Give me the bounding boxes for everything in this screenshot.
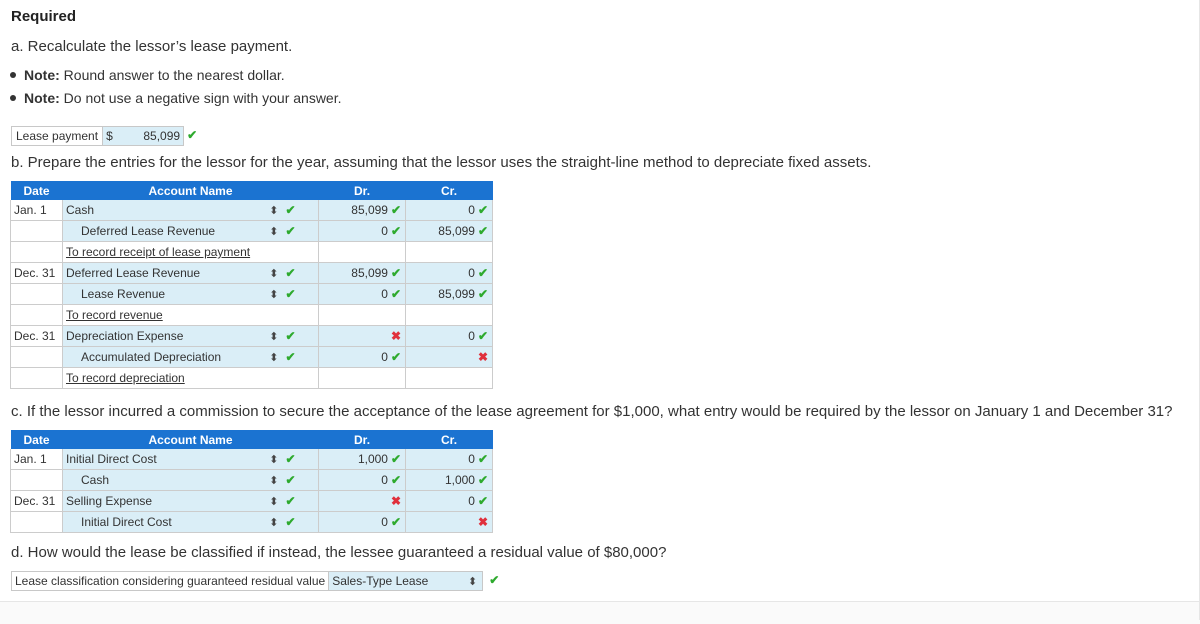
select-arrows-icon[interactable]: ⬍ [269, 226, 279, 238]
lease-classification-select[interactable] [329, 571, 483, 591]
check-icon: ✔ [285, 494, 296, 508]
dr-input[interactable] [319, 491, 406, 512]
note-text: Round answer to the nearest dollar. [59, 67, 285, 83]
cr-value: 0 [468, 452, 475, 466]
date-cell: Jan. 1 [11, 449, 63, 470]
check-icon: ✔ [285, 224, 296, 238]
check-icon: ✔ [477, 452, 489, 466]
account-select[interactable]: Deferred Lease Revenue [63, 221, 263, 242]
dr-input[interactable] [319, 200, 406, 221]
check-icon: ✔ [285, 452, 296, 466]
dr-input[interactable] [319, 347, 406, 368]
part-a-question: a. Recalculate the lessor’s lease payment. [11, 38, 293, 55]
journal-row [11, 449, 493, 470]
bullet-icon [10, 72, 16, 78]
account-select[interactable]: Initial Direct Cost [63, 449, 263, 470]
check-icon: ✔ [477, 473, 489, 487]
date-cell [11, 284, 63, 305]
footer-area [0, 601, 1200, 624]
account-dropdown[interactable] [263, 449, 279, 470]
check-icon: ✔ [390, 515, 402, 529]
select-arrows-icon[interactable]: ⬍ [269, 454, 279, 466]
date-cell: Dec. 31 [11, 263, 63, 284]
lease-classification-label: Lease classification considering guaranteed residual value [11, 571, 329, 591]
check-icon: ✔ [390, 452, 402, 466]
dr-input[interactable] [319, 263, 406, 284]
account-select[interactable]: Cash [63, 470, 263, 491]
note-label: Note: [24, 90, 60, 106]
check-icon: ✔ [390, 287, 402, 301]
dr-value: 0 [381, 473, 388, 487]
lease-classification-value: Sales-Type Lease [332, 574, 429, 588]
header-cr: Cr. [406, 181, 493, 200]
account-status [279, 284, 319, 305]
check-icon: ✔ [477, 494, 489, 508]
journal-table-b [10, 181, 493, 389]
check-icon: ✔ [390, 203, 402, 217]
date-cell [11, 242, 63, 263]
check-icon: ✔ [285, 203, 296, 217]
note-label: Note: [24, 67, 60, 83]
date-cell: Dec. 31 [11, 326, 63, 347]
check-icon: ✔ [390, 473, 402, 487]
lease-payment-label: Lease payment [11, 126, 103, 146]
cr-value: 1,000 [444, 473, 475, 487]
lease-classification-field [11, 571, 499, 591]
dr-input[interactable] [319, 449, 406, 470]
header-account: Account Name [63, 430, 319, 449]
cr-value: 85,099 [438, 224, 475, 238]
date-cell [11, 221, 63, 242]
account-status [279, 470, 319, 491]
header-date: Date [11, 430, 63, 449]
dr-cell [319, 242, 406, 263]
account-status [279, 347, 319, 368]
dr-value: 1,000 [357, 452, 388, 466]
cr-value: 85,099 [438, 287, 475, 301]
cr-value: 0 [468, 266, 475, 280]
note-2 [10, 90, 342, 106]
account-dropdown[interactable] [263, 512, 279, 533]
journal-row [11, 491, 493, 512]
select-arrows-icon[interactable]: ⬍ [269, 496, 279, 508]
memo-cell[interactable] [63, 242, 319, 263]
check-icon: ✔ [477, 329, 489, 343]
cr-input[interactable] [406, 449, 493, 470]
memo-row [11, 242, 493, 263]
journal-row [11, 221, 493, 242]
header-dr: Dr. [319, 430, 406, 449]
check-icon: ✔ [477, 266, 489, 280]
account-dropdown[interactable] [263, 491, 279, 512]
journal-row [11, 263, 493, 284]
dr-value: 0 [381, 350, 388, 364]
part-c-question: c. If the lessor incurred a commission to secure the acceptance of the lease agreement for $1,000, what entry would be required by the lessor on January 1 and December 31? [11, 403, 1173, 420]
account-select[interactable]: Cash [63, 200, 263, 221]
memo-text: To record receipt of lease payment [66, 245, 251, 259]
dr-input[interactable] [319, 284, 406, 305]
account-select[interactable]: Initial Direct Cost [63, 512, 263, 533]
required-heading: Required [11, 8, 77, 25]
account-status [279, 491, 319, 512]
date-cell [11, 470, 63, 491]
account-status [279, 200, 319, 221]
journal-row [11, 200, 493, 221]
journal-row [11, 512, 493, 533]
check-icon: ✔ [285, 266, 296, 280]
cr-input[interactable] [406, 491, 493, 512]
cr-cell [406, 305, 493, 326]
account-select[interactable]: Depreciation Expense [63, 326, 263, 347]
cr-cell [406, 242, 493, 263]
account-status [279, 263, 319, 284]
memo-cell[interactable] [63, 368, 319, 389]
cr-input[interactable] [406, 221, 493, 242]
dr-value: 0 [381, 224, 388, 238]
account-select[interactable]: Deferred Lease Revenue [63, 263, 263, 284]
check-icon: ✔ [390, 224, 402, 238]
check-icon: ✔ [477, 287, 489, 301]
dr-value: 0 [381, 515, 388, 529]
cr-input[interactable] [406, 200, 493, 221]
dr-cell [319, 368, 406, 389]
currency-symbol: $ [106, 129, 113, 143]
dr-value: 85,099 [351, 266, 388, 280]
dr-value: 85,099 [351, 203, 388, 217]
cr-cell [406, 368, 493, 389]
x-icon: ✖ [477, 515, 489, 529]
date-cell [11, 368, 63, 389]
header-dr: Dr. [319, 181, 406, 200]
cr-input[interactable] [406, 512, 493, 533]
cr-value: 0 [468, 329, 475, 343]
x-icon: ✖ [390, 494, 402, 508]
select-arrows-icon[interactable]: ⬍ [269, 517, 279, 529]
account-dropdown[interactable] [263, 200, 279, 221]
cr-input[interactable] [406, 326, 493, 347]
check-icon: ✔ [477, 203, 489, 217]
date-cell: Jan. 1 [11, 200, 63, 221]
memo-row [11, 305, 493, 326]
dr-input[interactable] [319, 221, 406, 242]
dr-cell [319, 305, 406, 326]
select-arrows-icon[interactable]: ⬍ [269, 475, 279, 487]
dr-input[interactable] [319, 470, 406, 491]
select-arrows-icon[interactable]: ⬍ [269, 352, 279, 364]
header-cr: Cr. [406, 430, 493, 449]
part-b-question: b. Prepare the entries for the lessor for the year, assuming that the lessor uses the straight-line method to depreciate fixed assets. [11, 154, 872, 171]
journal-row [11, 347, 493, 368]
memo-text: To record revenue [66, 308, 163, 322]
lease-payment-input[interactable] [103, 126, 184, 146]
memo-row [11, 368, 493, 389]
check-icon: ✔ [477, 224, 489, 238]
cr-input[interactable] [406, 347, 493, 368]
journal-row [11, 326, 493, 347]
cr-value: 0 [468, 203, 475, 217]
account-dropdown[interactable] [263, 221, 279, 242]
account-dropdown[interactable] [263, 284, 279, 305]
dr-input[interactable] [319, 326, 406, 347]
lease-payment-field [11, 126, 197, 146]
memo-text: To record depreciation [66, 371, 185, 385]
account-status [279, 449, 319, 470]
account-select[interactable]: Accumulated Depreciation [63, 347, 263, 368]
check-icon: ✔ [390, 350, 402, 364]
bullet-icon [10, 95, 16, 101]
note-1 [10, 67, 285, 83]
journal-row [11, 284, 493, 305]
cr-input[interactable] [406, 284, 493, 305]
select-arrows-icon[interactable]: ⬍ [269, 331, 279, 343]
account-dropdown[interactable] [263, 470, 279, 491]
lease-payment-value: 85,099 [143, 129, 181, 143]
check-icon: ✔ [285, 515, 296, 529]
check-icon: ✔ [285, 473, 296, 487]
select-arrows-icon[interactable]: ⬍ [269, 289, 279, 301]
select-arrows-icon: ⬍ [467, 575, 478, 588]
date-cell: Dec. 31 [11, 491, 63, 512]
cr-input[interactable] [406, 470, 493, 491]
cr-value: 0 [468, 494, 475, 508]
x-icon: ✖ [390, 329, 402, 343]
account-status [279, 326, 319, 347]
check-icon: ✔ [285, 329, 296, 343]
check-icon: ✔ [285, 350, 296, 364]
header-date: Date [11, 181, 63, 200]
dr-input[interactable] [319, 512, 406, 533]
date-cell [11, 305, 63, 326]
journal-table-c [10, 430, 493, 533]
note-text: Do not use a negative sign with your answer. [59, 90, 342, 106]
select-arrows-icon[interactable]: ⬍ [269, 205, 279, 217]
date-cell [11, 347, 63, 368]
account-dropdown[interactable] [263, 347, 279, 368]
check-icon: ✔ [390, 266, 402, 280]
header-account: Account Name [63, 181, 319, 200]
account-select[interactable]: Selling Expense [63, 491, 263, 512]
select-arrows-icon[interactable]: ⬍ [269, 268, 279, 280]
account-dropdown[interactable] [263, 326, 279, 347]
account-status [279, 512, 319, 533]
check-icon: ✔ [489, 573, 500, 587]
date-cell [11, 512, 63, 533]
x-icon: ✖ [477, 350, 489, 364]
cr-input[interactable] [406, 263, 493, 284]
account-select[interactable]: Lease Revenue [63, 284, 263, 305]
check-icon: ✔ [285, 287, 296, 301]
part-d-question: d. How would the lease be classified if instead, the lessee guaranteed a residual value of $80,000? [11, 544, 667, 561]
account-dropdown[interactable] [263, 263, 279, 284]
memo-cell[interactable] [63, 305, 319, 326]
check-icon: ✔ [187, 128, 198, 142]
journal-row [11, 470, 493, 491]
dr-value: 0 [381, 287, 388, 301]
account-status [279, 221, 319, 242]
